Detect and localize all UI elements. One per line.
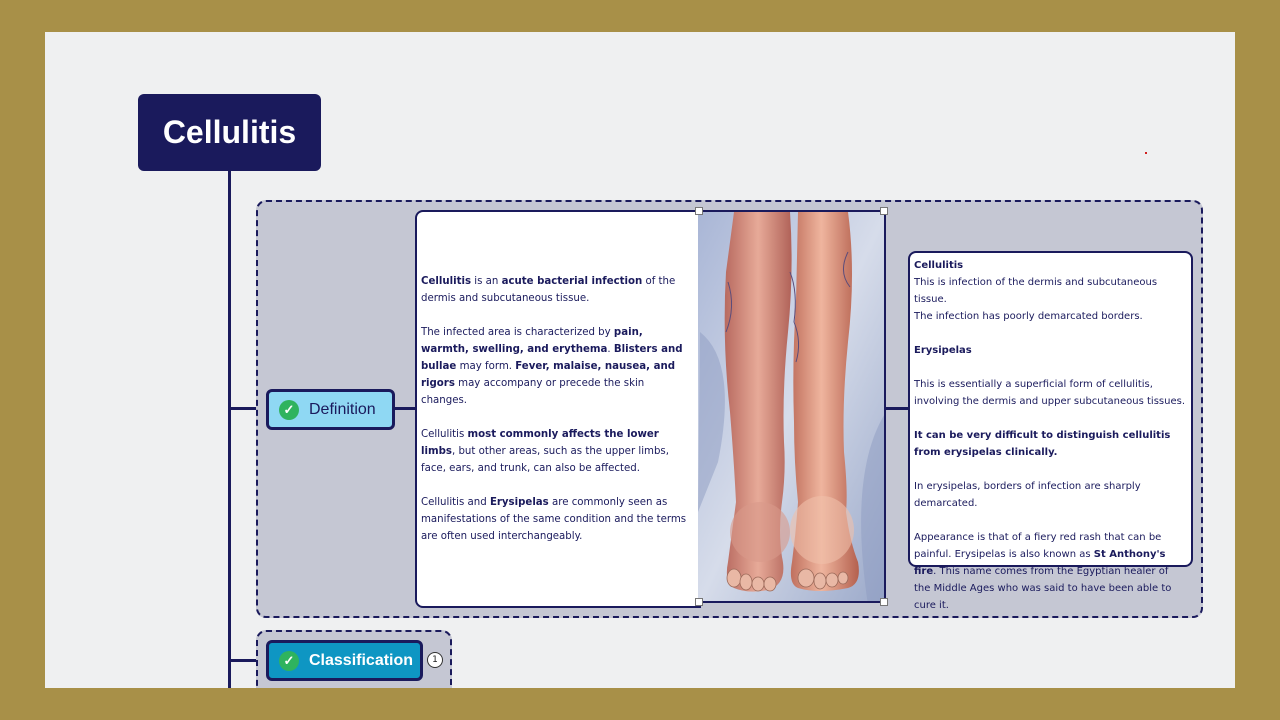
side-note-paragraph-3: In erysipelas, borders of infection are sharply demarcated. bbox=[914, 481, 1141, 509]
side-note-line-2: The infection has poorly demarcated borders. bbox=[914, 311, 1143, 322]
side-note-connector bbox=[885, 407, 910, 410]
resize-handle-bottom-right[interactable] bbox=[880, 598, 888, 606]
side-note-paragraph-2: It can be very difficult to distinguish cellulitis from erysipelas clinically. bbox=[914, 430, 1171, 458]
legs-illustration bbox=[698, 212, 886, 603]
root-connector bbox=[228, 171, 231, 688]
root-topic[interactable] bbox=[138, 94, 321, 171]
side-note-paragraph-4: Appearance is that of a fiery red rash that can be painful. Erysipelas is also known as St Anthony's fire. This name comes from the Egyptian healer of the Middle Ages who was said to have been able to cure it. bbox=[914, 532, 1172, 611]
classification-label: Classification bbox=[309, 651, 414, 669]
collapsed-count-badge[interactable]: 1 bbox=[427, 652, 443, 668]
side-note-paragraph-1: This is essentially a superficial form of cellulitis, involving the dermis and upper subcutaneous tissues. bbox=[914, 379, 1186, 407]
definition-label: Definition bbox=[309, 400, 376, 418]
definition-node[interactable] bbox=[266, 389, 395, 430]
definition-paragraph-4: Cellulitis and Erysipelas are commonly seen as manifestations of the same condition and the terms are often used interchangeably. bbox=[421, 497, 687, 542]
definition-paragraph-1: Cellulitis is an acute bacterial infection of the dermis and subcutaneous tissue. bbox=[421, 276, 676, 304]
side-note-heading-cellulitis: Cellulitis bbox=[914, 260, 964, 271]
check-circle-icon: ✓ bbox=[279, 400, 299, 420]
resize-handle-top-right[interactable] bbox=[880, 207, 888, 215]
resize-handle-bottom-left[interactable] bbox=[695, 598, 703, 606]
root-title: Cellulitis bbox=[162, 114, 297, 150]
side-note-line-1: This is infection of the dermis and subcutaneous tissue. bbox=[914, 277, 1158, 305]
side-note-card[interactable] bbox=[908, 251, 1193, 611]
definition-paragraph-2: The infected area is characterized by pain, warmth, swelling, and erythema. Blisters and bullae may form. Fever, malaise, nausea, and rigors may accompany or precede the skin changes. bbox=[421, 327, 683, 406]
definition-paragraph-3: Cellulitis most commonly affects the lower limbs, but other areas, such as the upper limbs, face, ears, and trunk, can also be affected. bbox=[421, 429, 669, 474]
mindmap-canvas[interactable] bbox=[45, 32, 1235, 688]
swollen-legs-photo[interactable] bbox=[698, 210, 886, 603]
resize-handle-top-left[interactable] bbox=[695, 207, 703, 215]
red-dot-marker bbox=[1145, 152, 1147, 154]
check-circle-icon: ✓ bbox=[279, 651, 299, 671]
side-note-heading-erysipelas: Erysipelas bbox=[914, 345, 972, 356]
definition-text-card[interactable] bbox=[415, 210, 701, 608]
classification-node[interactable] bbox=[266, 640, 423, 681]
